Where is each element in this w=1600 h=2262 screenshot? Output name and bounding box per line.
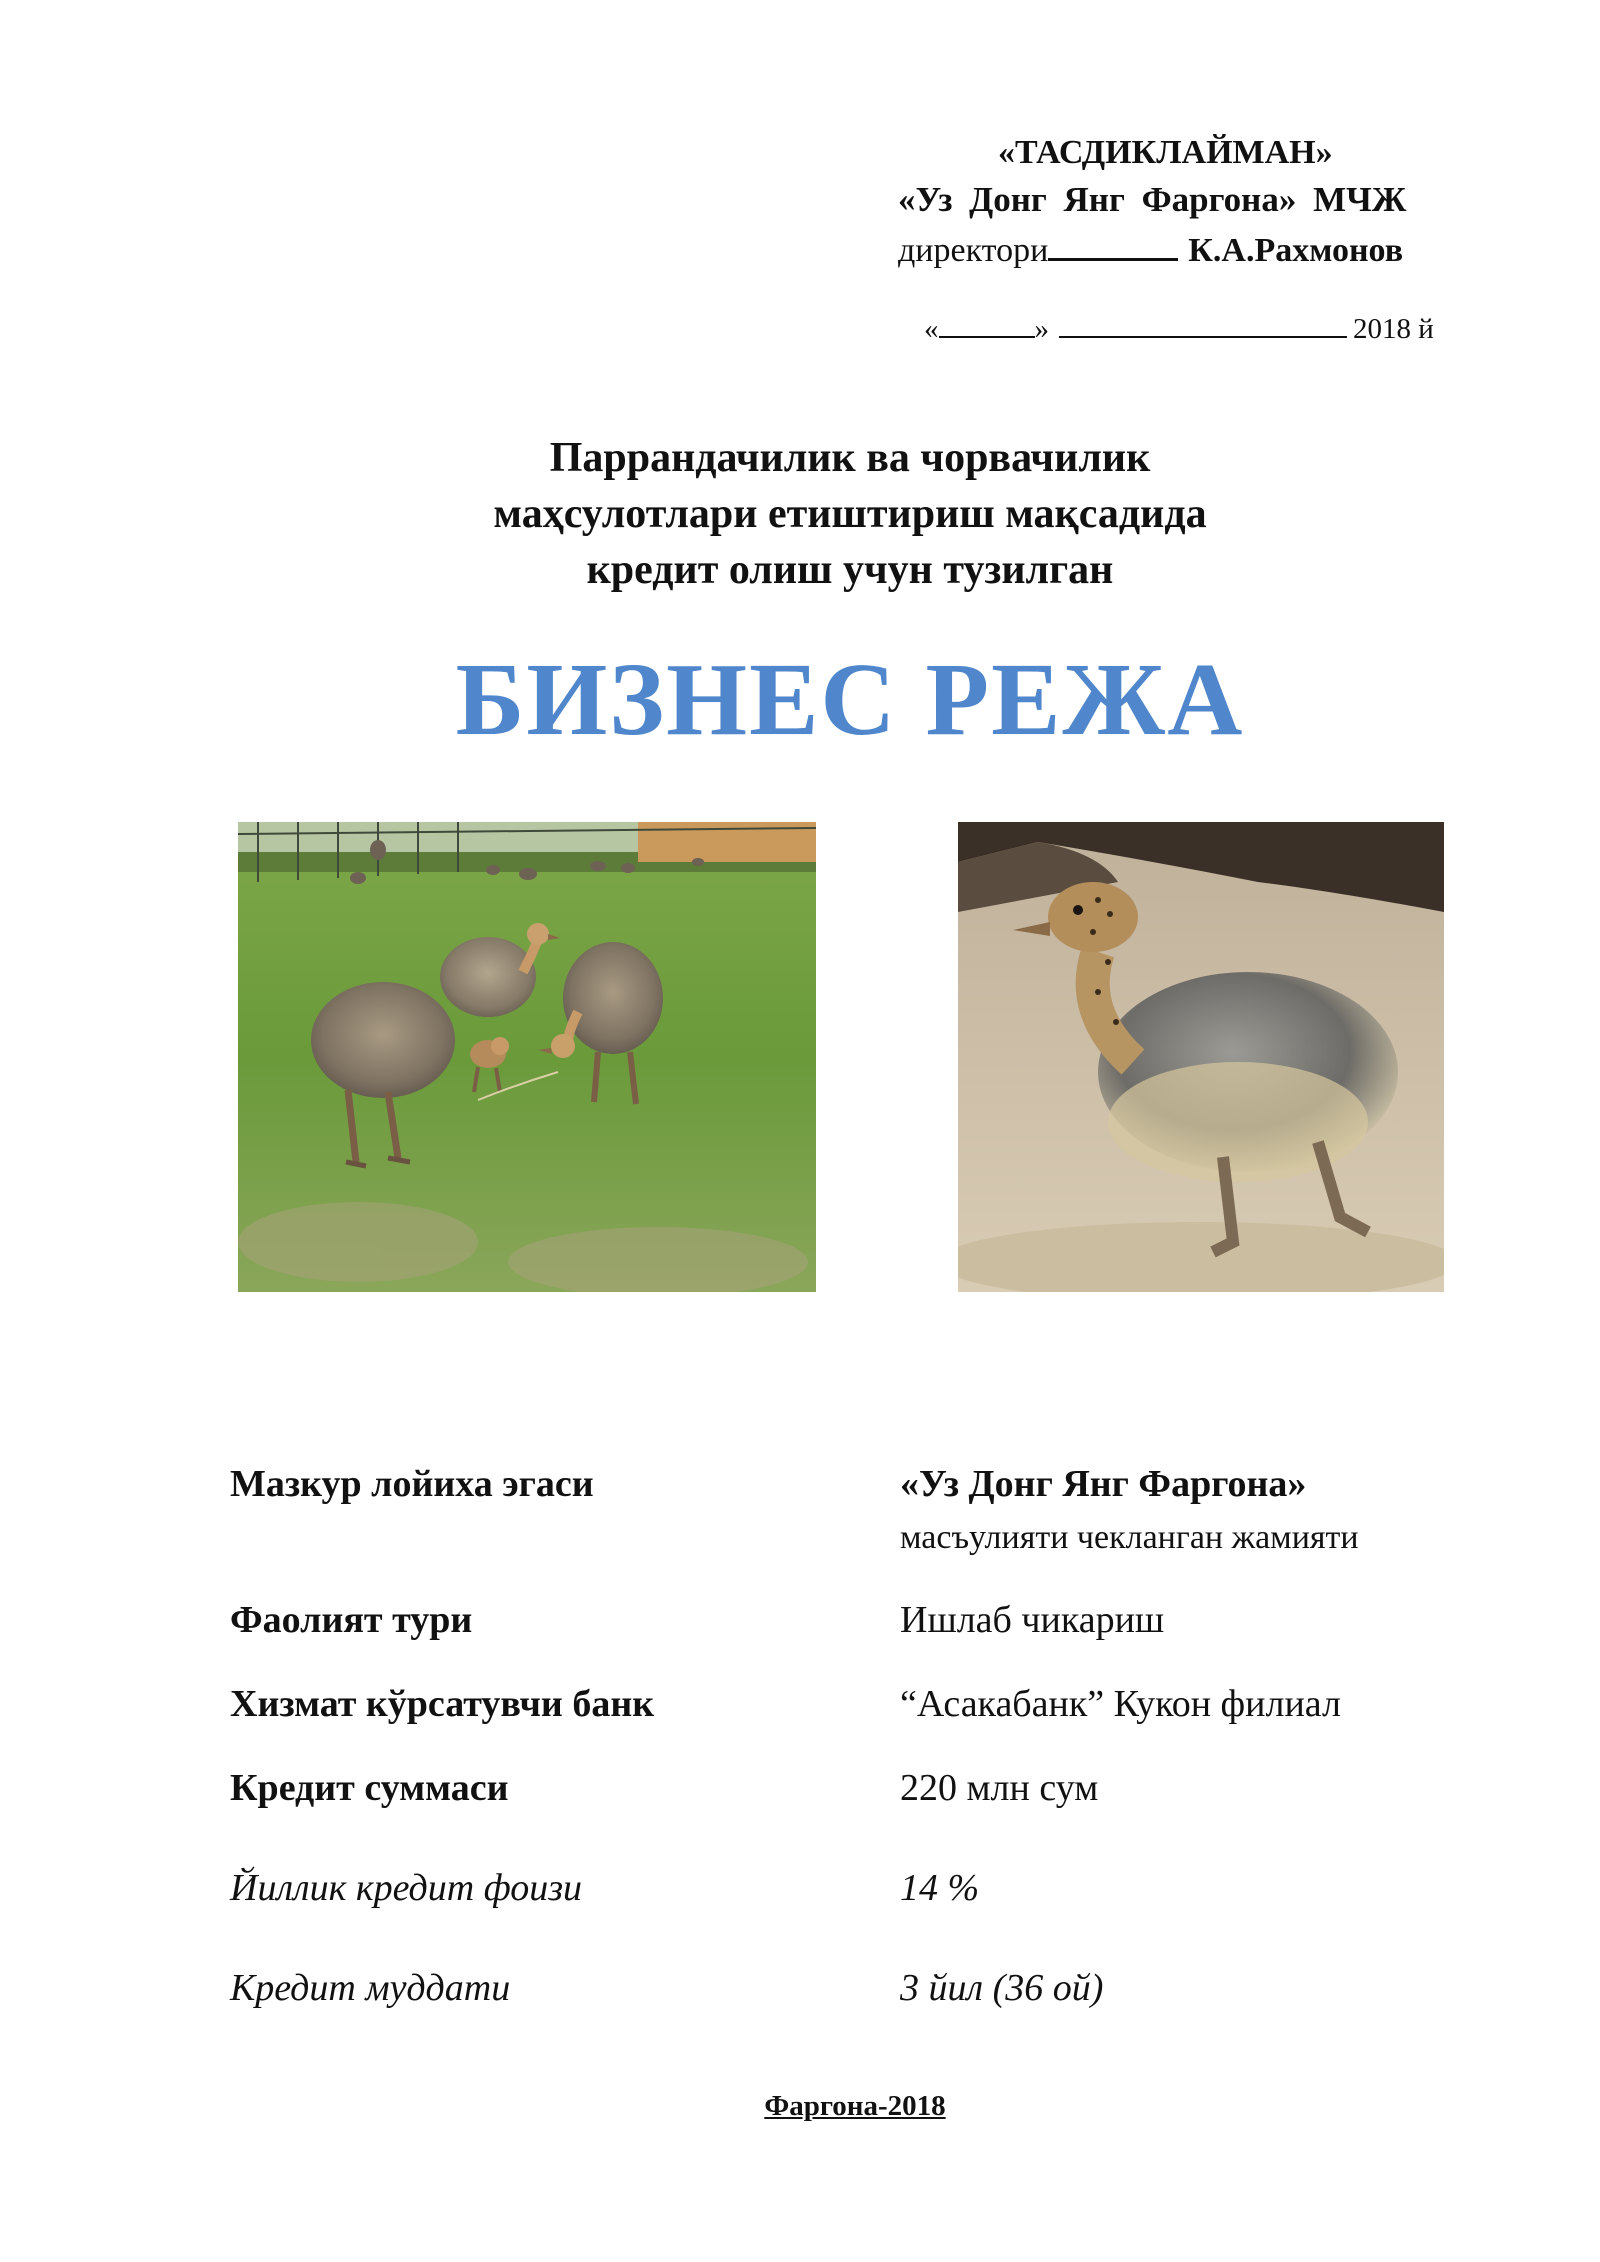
rate-value: 14 % bbox=[900, 1867, 980, 1909]
date-year: 2018 й bbox=[1353, 313, 1434, 345]
owner-label: Мазкур лойиха эгаси bbox=[230, 1463, 594, 1505]
approval-director-line bbox=[898, 232, 1403, 270]
footer-place-year bbox=[0, 2090, 1600, 2123]
amount-label: Кредит суммаси bbox=[230, 1767, 509, 1809]
director-label: директори bbox=[898, 232, 1049, 269]
ostrich-chick-sand-illustration bbox=[958, 822, 1444, 1292]
footer-text: Фаргона-2018 bbox=[764, 2090, 946, 2122]
rate-label: Йиллик кредит фоизи bbox=[230, 1867, 583, 1909]
signature-line bbox=[1048, 232, 1178, 261]
term-label: Кредит муддати bbox=[230, 1967, 511, 2009]
bank-label: Хизмат кўрсатувчи банк bbox=[230, 1683, 655, 1725]
bank-value: “Асакабанк” Кукон филиал bbox=[900, 1683, 1341, 1725]
date-open-quote: « bbox=[924, 313, 939, 345]
amount-value: 220 млн сум bbox=[900, 1767, 1099, 1809]
ostrich-chick-sand-photo bbox=[958, 822, 1444, 1292]
ostrich-chicks-grass-illustration bbox=[238, 822, 816, 1292]
document-subtitle bbox=[0, 430, 1600, 598]
activity-value: Ишлаб чикариш bbox=[900, 1599, 1165, 1641]
director-name: К.А.Рахмонов bbox=[1188, 232, 1404, 269]
approval-heading: «ТАСДИКЛАЙМАН» bbox=[998, 134, 1333, 171]
date-close-quote: » bbox=[1034, 313, 1049, 345]
approval-date-line bbox=[924, 313, 1434, 346]
ostrich-chicks-grass-photo bbox=[238, 822, 816, 1292]
subtitle-line: Паррандачилик ва чорвачилик bbox=[549, 435, 1151, 481]
subtitle-line: маҳсулотлари етиштириш мақсадида bbox=[493, 491, 1207, 537]
approval-company: «Уз Донг Янг Фаргона» МЧЖ bbox=[898, 180, 1407, 219]
owner-value-line2: масъулияти чекланган жамияти bbox=[900, 1519, 1359, 1556]
owner-value: «Уз Донг Янг Фаргона» bbox=[900, 1463, 1307, 1505]
month-blank bbox=[1059, 316, 1347, 338]
term-value: 3 йил (36 ой) bbox=[900, 1967, 1104, 2009]
day-blank bbox=[939, 316, 1035, 338]
activity-label: Фаолият тури bbox=[230, 1599, 473, 1641]
document-title-text: БИЗНЕС РЕЖА bbox=[455, 642, 1245, 757]
document-title bbox=[0, 640, 1600, 759]
subtitle-line: кредит олиш учун тузилган bbox=[586, 547, 1114, 593]
